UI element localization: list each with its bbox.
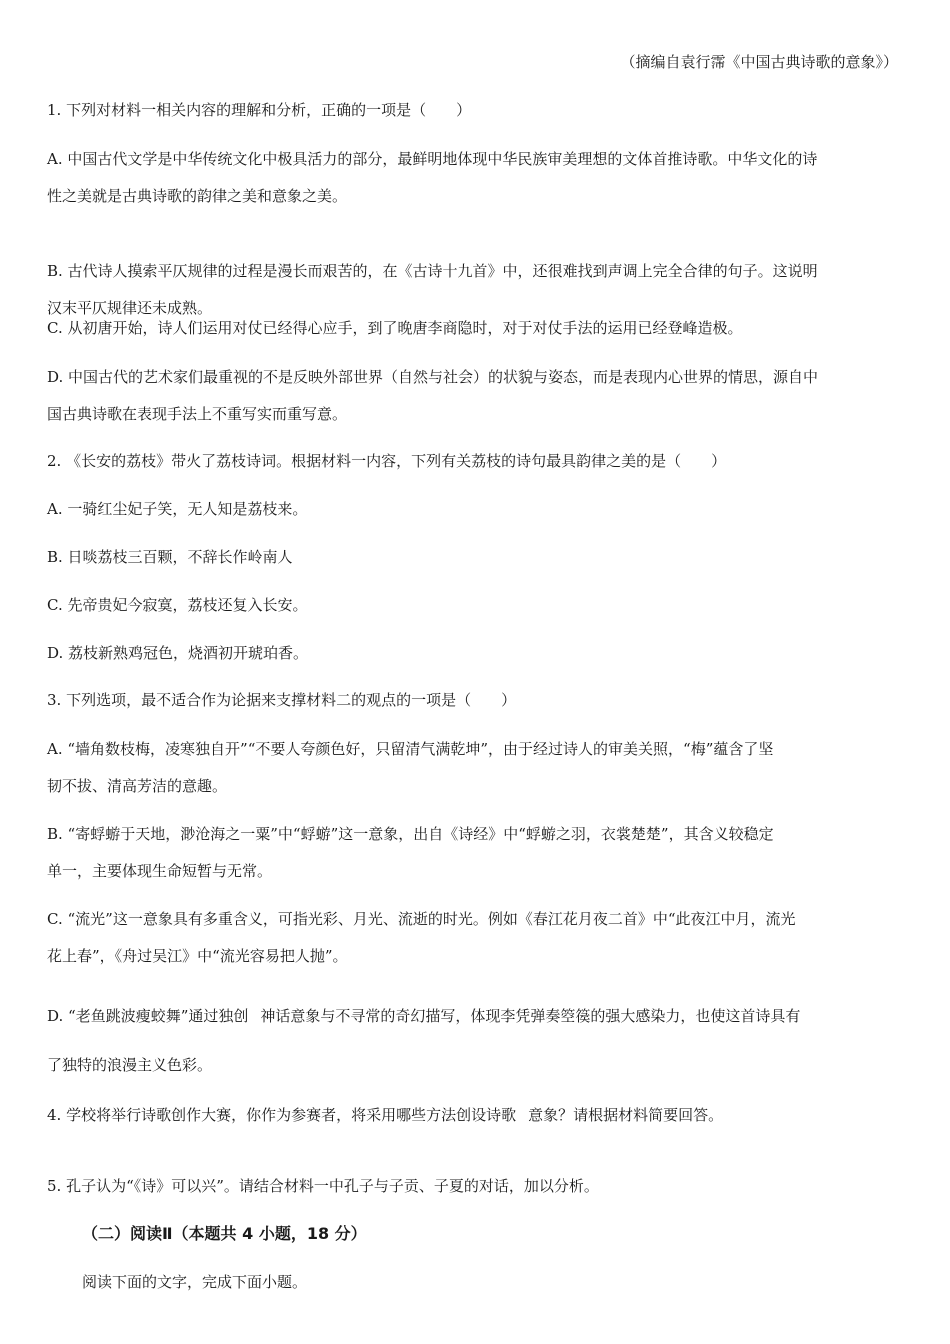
q1-option-d-line-1: D. 中国古代的艺术家们最重视的不是反映外部世界（自然与社会）的状貌与姿态，而是表现内心世界的情思，源自中	[47, 368, 819, 386]
question-3-stem: 3. 下列选项，最不适合作为论据来支撑材料二的观点的一项是（ ）	[47, 691, 517, 709]
q3-option-b-line-2: 单一，主要体现生命短暂与无常。	[47, 862, 273, 880]
q3-option-a-line-2: 韧不拔、清高芳洁的意趣。	[47, 777, 228, 795]
question-5: 5. 孔子认为“《诗》可以兴”。请结合材料一中孔子与子贡、子夏的对话，加以分析。	[47, 1177, 599, 1195]
q4-part-1: 4. 学校将举行诗歌创作大赛，你作为参赛者，将采用哪些方法创设诗歌	[47, 1106, 517, 1124]
q2-option-d: D. 荔枝新熟鸡冠色，烧酒初开琥珀香。	[47, 644, 309, 662]
q1-option-a-line-2: 性之美就是古典诗歌的韵律之美和意象之美。	[47, 187, 348, 205]
q3-option-d-part-1: D. “老鱼跳波瘦蛟舞”通过独创	[47, 1007, 249, 1025]
question-2-stem: 2. 《长安的荔枝》带火了荔枝诗词。根据材料一内容，下列有关荔枝的诗句最具韵律之美的是（ ）	[47, 452, 727, 470]
section-intro: 阅读下面的文字，完成下面小题。	[82, 1273, 308, 1291]
q2-option-a: A. 一骑红尘妃子笑，无人知是荔枝来。	[47, 500, 308, 518]
q3-option-d-line-1	[47, 1006, 800, 1026]
q1-option-c: C. 从初唐开始，诗人们运用对仗已经得心应手，到了晚唐李商隐时，对于对仗手法的运用已经登峰造极。	[47, 319, 743, 337]
q3-option-a-line-1: A. “墙角数枝梅，凌寒独自开”“不要人夸颜色好，只留清气满乾坤”，由于经过诗人的审美关照，“梅”蕴含了坚	[47, 740, 774, 758]
q1-option-a-line-1: A. 中国古代文学是中华传统文化中极具活力的部分，最鲜明地体现中华民族审美理想的文体首推诗歌。中华文化的诗	[47, 150, 818, 168]
q3-option-d-line-2: 了独特的浪漫主义色彩。	[47, 1056, 213, 1074]
q1-option-b-line-1: B. 古代诗人摸索平仄规律的过程是漫长而艰苦的，在《古诗十九首》中，还很难找到声调上完全合律的句子。这说明	[47, 262, 818, 280]
source-citation: （摘编自袁行霈《中国古典诗歌的意象》）	[620, 53, 898, 71]
q1-option-d-line-2: 国古典诗歌在表现手法上不重写实而重写意。	[47, 405, 348, 423]
q4-part-2: 意象？请根据材料简要回答。	[528, 1106, 724, 1124]
q2-option-b: B. 日啖荔枝三百颗，不辞长作岭南人	[47, 548, 293, 566]
q3-option-b-line-1: B. “寄蜉蝣于天地，渺沧海之一粟”中“蜉蝣”这一意象，出自《诗经》中“蜉蝣之羽，衣裳楚楚”，其含义较稳定	[47, 825, 774, 843]
q2-option-c: C. 先帝贵妃今寂寞，荔枝还复入长安。	[47, 596, 308, 614]
q3-option-c-line-1: C. “流光”这一意象具有多重含义，可指光彩、月光、流逝的时光。例如《春江花月夜二首》中“此夜江中月，流光	[47, 910, 796, 928]
q1-option-b-line-2: 汉末平仄规律还未成熟。	[47, 299, 213, 317]
question-4	[47, 1105, 723, 1125]
section-heading: （二）阅读Ⅱ（本题共 4 小题，18 分）	[82, 1224, 367, 1243]
q3-option-c-line-2: 花上春”，《舟过吴江》中“流光容易把人抛”。	[47, 947, 348, 965]
q3-option-d-part-2: 神话意象与不寻常的奇幻描写，体现李凭弹奏箜篌的强大感染力，也使这首诗具有	[260, 1007, 801, 1025]
question-1-stem: 1. 下列对材料一相关内容的理解和分析，正确的一项是（ ）	[47, 101, 472, 119]
